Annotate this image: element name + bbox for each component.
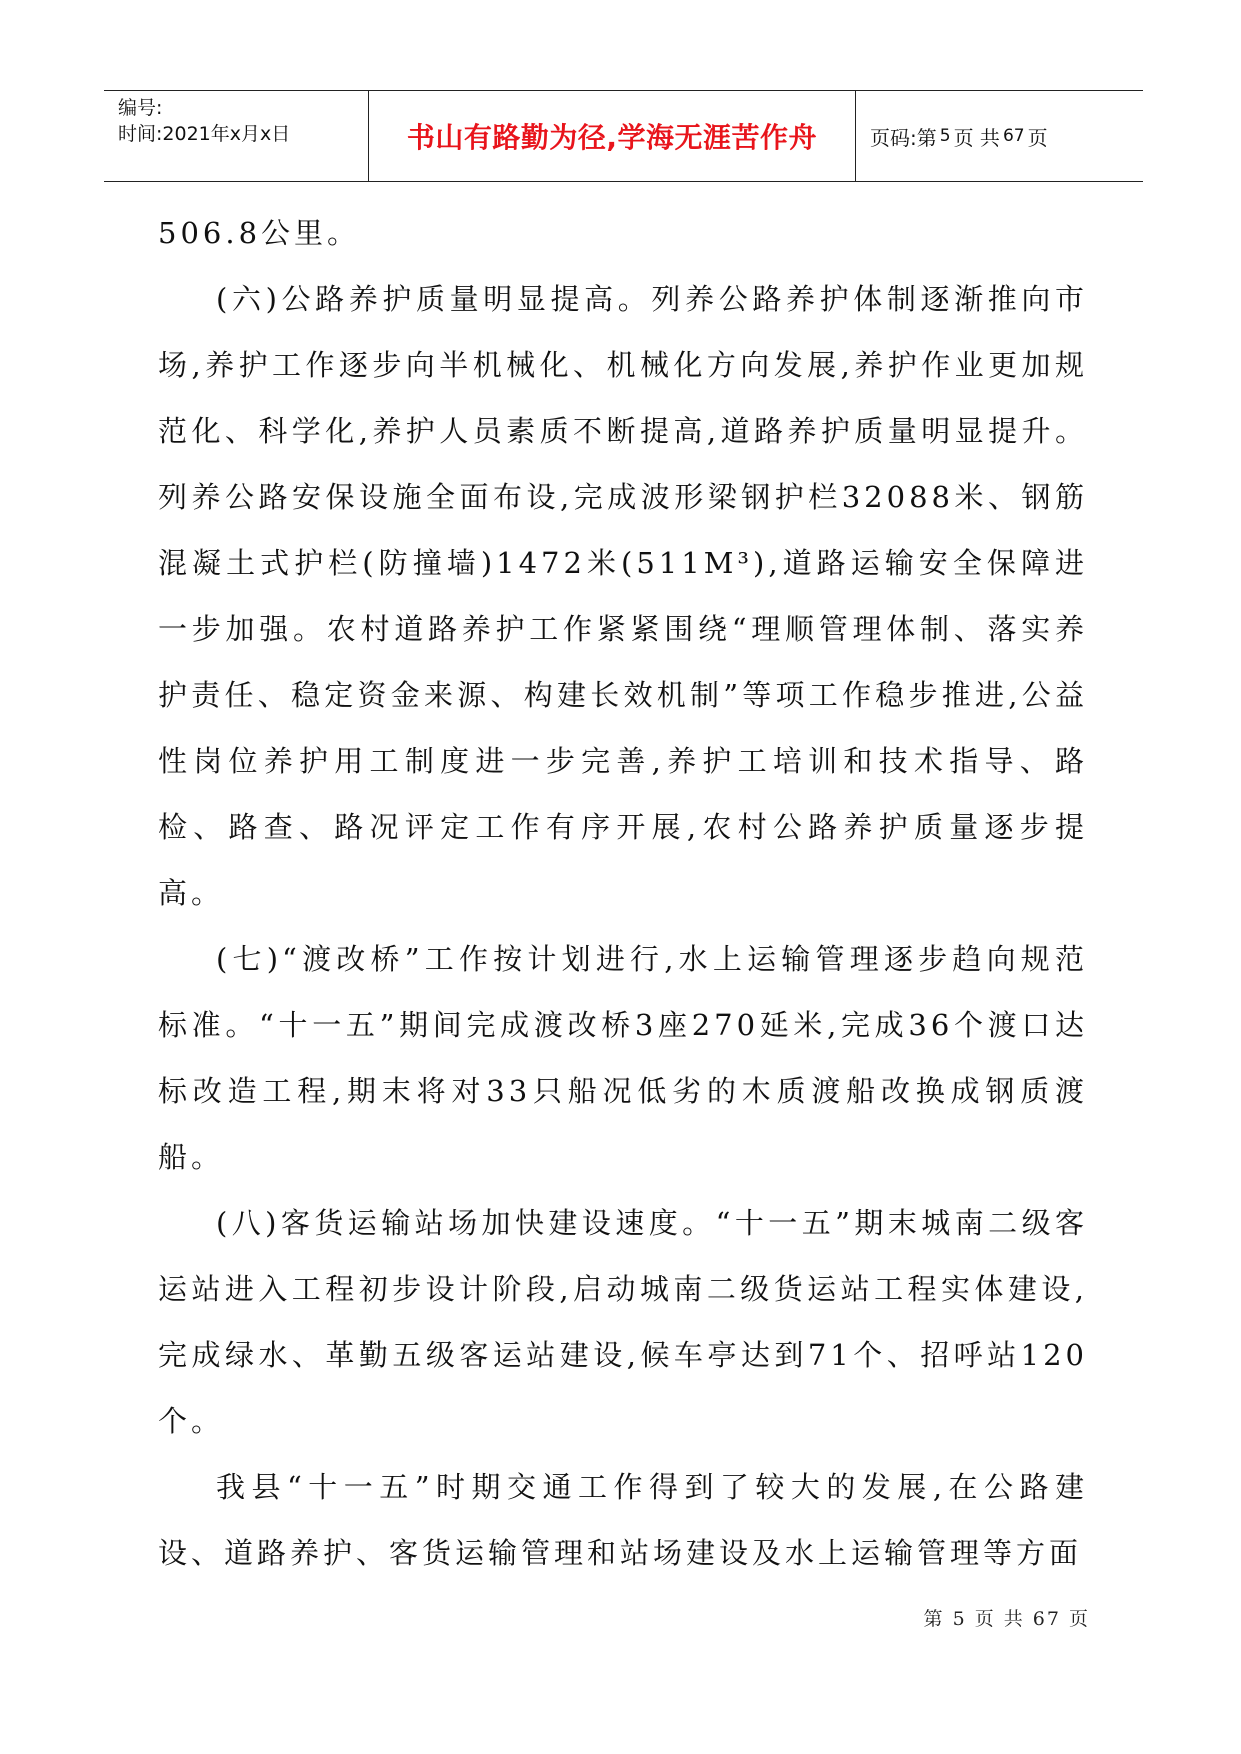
paragraph: (六)公路养护质量明显提高。列养公路养护体制逐渐推向市场,养护工作逐步向半机械化、机械化方向发展,养护作业更加规范化、科学化,养护人员素质不断提高,道路养护质量明显提升。列养公路安保设施全面布设,完成波形梁钢护栏32088米、钢筋混凝土式护栏(防撞墙)1472米(511M³),道路运输安全保障进一步加强。农村道路养护工作紧紧围绕“理顺管理体制、落实养护责任、稳定资金来源、构建长效机制”等项工作稳步推进,公益性岗位养护用工制度进一步完善,养护工培训和技术指导、路检、路查、路况评定工作有序开展,农村公路养护质量逐步提高。 (158, 282, 1088, 910)
page-header (104, 90, 1143, 182)
header-page-number (856, 91, 1143, 181)
document-time: 时间:2021年x月x日 (118, 123, 291, 145)
paragraph: 506.8公里。 (158, 216, 361, 250)
paragraph: (七)“渡改桥”工作按计划进行,水上运输管理逐步趋向规范标准。“十一五”期间完成渡改桥3座270延米,完成36个渡口达标改造工程,期末将对33只船况低劣的木质渡船改换成钢质渡船。 (158, 942, 1088, 1174)
page-prefix: 页码:第 (870, 125, 937, 150)
paragraph: 我县“十一五”时期交通工作得到了较大的发展,在公路建设、道路养护、客货运输管理和站场建设及水上运输管理等方面 (158, 1470, 1088, 1570)
paragraph: (八)客货运输站场加快建设速度。“十一五”期末城南二级客运站进入工程初步设计阶段,启动城南二级货运站工程实体建设,完成绿水、革勤五级客运站建设,候车亭达到71个、招呼站120个。 (158, 1206, 1088, 1438)
header-meta (104, 91, 369, 181)
document-number-label: 编号: (118, 97, 163, 119)
page-middle: 页 共 (953, 125, 1000, 150)
page-suffix: 页 (1027, 125, 1048, 150)
header-motto: 书山有路勤为径,学海无涯苦作舟 (369, 91, 856, 181)
document-body (158, 200, 1088, 1586)
page-total: 67 (1002, 126, 1025, 146)
page-footer: 第 5 页 共 67 页 (923, 1608, 1090, 1630)
page-current: 5 (939, 126, 951, 146)
